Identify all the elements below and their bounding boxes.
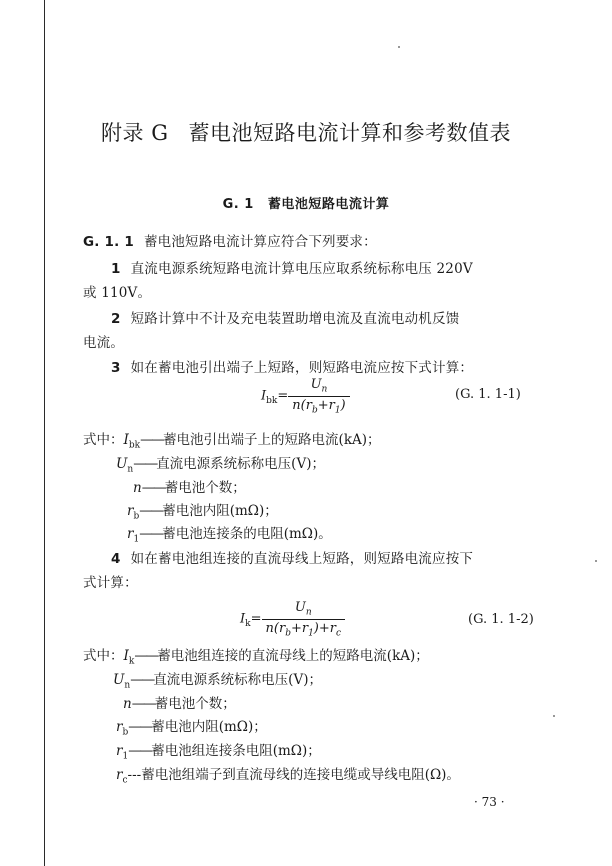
scan-speck [595, 560, 597, 562]
formula-1-equals: = [277, 388, 289, 404]
formula-2 [240, 600, 345, 638]
formula-1-num-sub: n [321, 384, 328, 395]
formula-2-denominator [262, 620, 346, 639]
item-2-text: 短路计算中不计及充电装置助增电流及直流电动机反馈 [130, 311, 460, 327]
def-dash: —— [139, 526, 163, 542]
where-2-def-2 [113, 668, 322, 691]
formula-2-label: (G. 1. 1-2) [468, 612, 534, 627]
formula-2-den-mid: +r [290, 620, 309, 636]
formula-1-denominator [288, 397, 349, 416]
formula-2-lhs: I [240, 611, 246, 627]
def-dash: —— [128, 743, 152, 759]
where-1-def-4 [127, 499, 278, 522]
def-dash: —— [139, 503, 163, 519]
item-3-text: 如在蓄电池引出端子上短路，则短路电流应按下式计算： [130, 360, 474, 376]
def-symbol: n [133, 480, 142, 496]
formula-2-equals: = [250, 611, 262, 627]
item-1-line-1 [111, 257, 473, 277]
def-description: 蓄电池组连接的直流母线上的短路电流(kA)； [157, 648, 429, 664]
item-3-number: 3 [111, 360, 121, 376]
def-symbol: r [116, 743, 123, 759]
item-4-line-2: 式计算： [83, 575, 138, 591]
def-symbol-sub: bk [128, 440, 141, 451]
appendix-label: 附录 G [101, 121, 169, 145]
formula-2-den-sub2: 1 [308, 628, 314, 639]
where-2-prefix: 式中： [83, 648, 124, 664]
section-title [0, 193, 612, 212]
item-1-number: 1 [111, 261, 121, 277]
def-dash: —— [140, 432, 164, 448]
def-description: 蓄电池内阻(mΩ)； [162, 503, 278, 519]
where-1-def-2 [116, 452, 325, 475]
def-dash: --- [127, 767, 142, 783]
def-symbol: r [127, 526, 134, 542]
formula-1-den-sub2: 1 [334, 405, 341, 416]
def-symbol-sub: 1 [122, 751, 129, 762]
def-description: 蓄电池内阻(mΩ)； [151, 719, 267, 735]
item-4-line-1 [111, 547, 473, 567]
def-dash: —— [131, 696, 155, 712]
formula-2-lhs-sub: k [245, 619, 251, 630]
def-dash: —— [128, 719, 152, 735]
scan-speck [553, 715, 555, 717]
def-dash: —— [134, 648, 158, 664]
item-2-line-2: 电流。 [83, 335, 125, 351]
where-1-def-1 [83, 428, 381, 451]
def-description: 蓄电池个数； [164, 480, 246, 496]
where-2-def-1 [83, 644, 429, 667]
where-2-def-4 [116, 715, 267, 738]
formula-2-num-sub: n [305, 607, 312, 618]
def-description: 蓄电池组端子到直流母线的连接电缆或导线电阻(Ω)。 [141, 767, 460, 783]
def-symbol-sub: n [124, 680, 131, 691]
formula-2-numerator [262, 600, 346, 620]
formula-1-lhs: I [261, 388, 267, 404]
def-symbol: r [116, 719, 123, 735]
where-2-def-3 [123, 692, 236, 712]
where-1-def-3 [133, 476, 246, 496]
item-4-number: 4 [111, 551, 121, 567]
scan-speck [398, 46, 400, 48]
formula-2-den-sub1: b [285, 628, 291, 639]
formula-1-den-end: ) [340, 397, 346, 413]
formula-2-den-a: n(r [265, 620, 286, 636]
formula-1-num-sym: U [310, 377, 322, 392]
item-4-text: 如在蓄电池组连接的直流母线上短路，则短路电流应按下 [130, 551, 474, 567]
def-description: 蓄电池连接条的电阻(mΩ)。 [162, 526, 332, 542]
def-description: 直流电源系统标称电压(V)； [153, 672, 322, 688]
def-symbol: I [123, 432, 129, 448]
formula-1-den-sub1: b [311, 405, 318, 416]
def-symbol: U [113, 672, 125, 688]
def-symbol: U [116, 456, 128, 472]
page-number: · 73 · [474, 795, 505, 809]
clause-line [83, 230, 377, 250]
formula-1-label: (G. 1. 1-1) [455, 387, 521, 402]
def-symbol: I [123, 648, 129, 664]
item-2-number: 2 [111, 311, 121, 327]
def-symbol-sub: k [128, 656, 135, 667]
item-3-line-1 [111, 356, 473, 376]
section-title-text: 蓄电池短路电流计算 [267, 197, 390, 212]
def-dash: —— [133, 456, 157, 472]
formula-2-den-end: )+r [313, 620, 336, 636]
def-description: 直流电源系统标称电压(V)； [156, 456, 325, 472]
where-2-def-6 [116, 763, 460, 786]
def-symbol-sub: b [122, 727, 129, 738]
def-symbol-sub: n [127, 464, 134, 475]
formula-1-den-a: n(r [292, 397, 312, 413]
formula-1-den-mid: +r [317, 397, 335, 413]
item-1-line-2: 或 110V。 [83, 285, 152, 301]
def-symbol-sub: 1 [133, 534, 140, 545]
item-2-line-1 [111, 307, 459, 327]
def-symbol: n [123, 696, 132, 712]
def-description: 蓄电池引出端子上的短路电流(kA)； [163, 432, 381, 448]
def-symbol-sub: b [133, 511, 140, 522]
formula-2-den-sub3: c [335, 628, 342, 639]
clause-number: G. 1. 1 [83, 234, 134, 250]
formula-1-numerator [288, 377, 349, 397]
formula-1 [261, 377, 350, 415]
formula-2-num-sym: U [294, 600, 306, 615]
section-number: G. 1 [222, 197, 254, 212]
formula-1-fraction [288, 377, 349, 415]
def-symbol: r [127, 503, 134, 519]
def-symbol-sub: c [122, 775, 128, 786]
def-symbol: r [116, 767, 123, 783]
where-1-def-5 [127, 522, 332, 545]
appendix-title-text: 蓄电池短路电流计算和参考数值表 [188, 121, 511, 145]
where-1-prefix: 式中： [83, 432, 124, 448]
def-dash: —— [141, 480, 165, 496]
def-description: 蓄电池个数； [154, 696, 236, 712]
def-description: 蓄电池组连接条电阻(mΩ)； [151, 743, 321, 759]
where-2-def-5 [116, 739, 321, 762]
formula-1-lhs-sub: bk [266, 396, 278, 407]
formula-2-fraction [262, 600, 346, 638]
item-1-text: 直流电源系统短路电流计算电压应取系统标称电压 220V [130, 261, 473, 277]
def-dash: —— [130, 672, 154, 688]
appendix-title [0, 117, 612, 147]
clause-text: 蓄电池短路电流计算应符合下列要求： [143, 234, 377, 250]
